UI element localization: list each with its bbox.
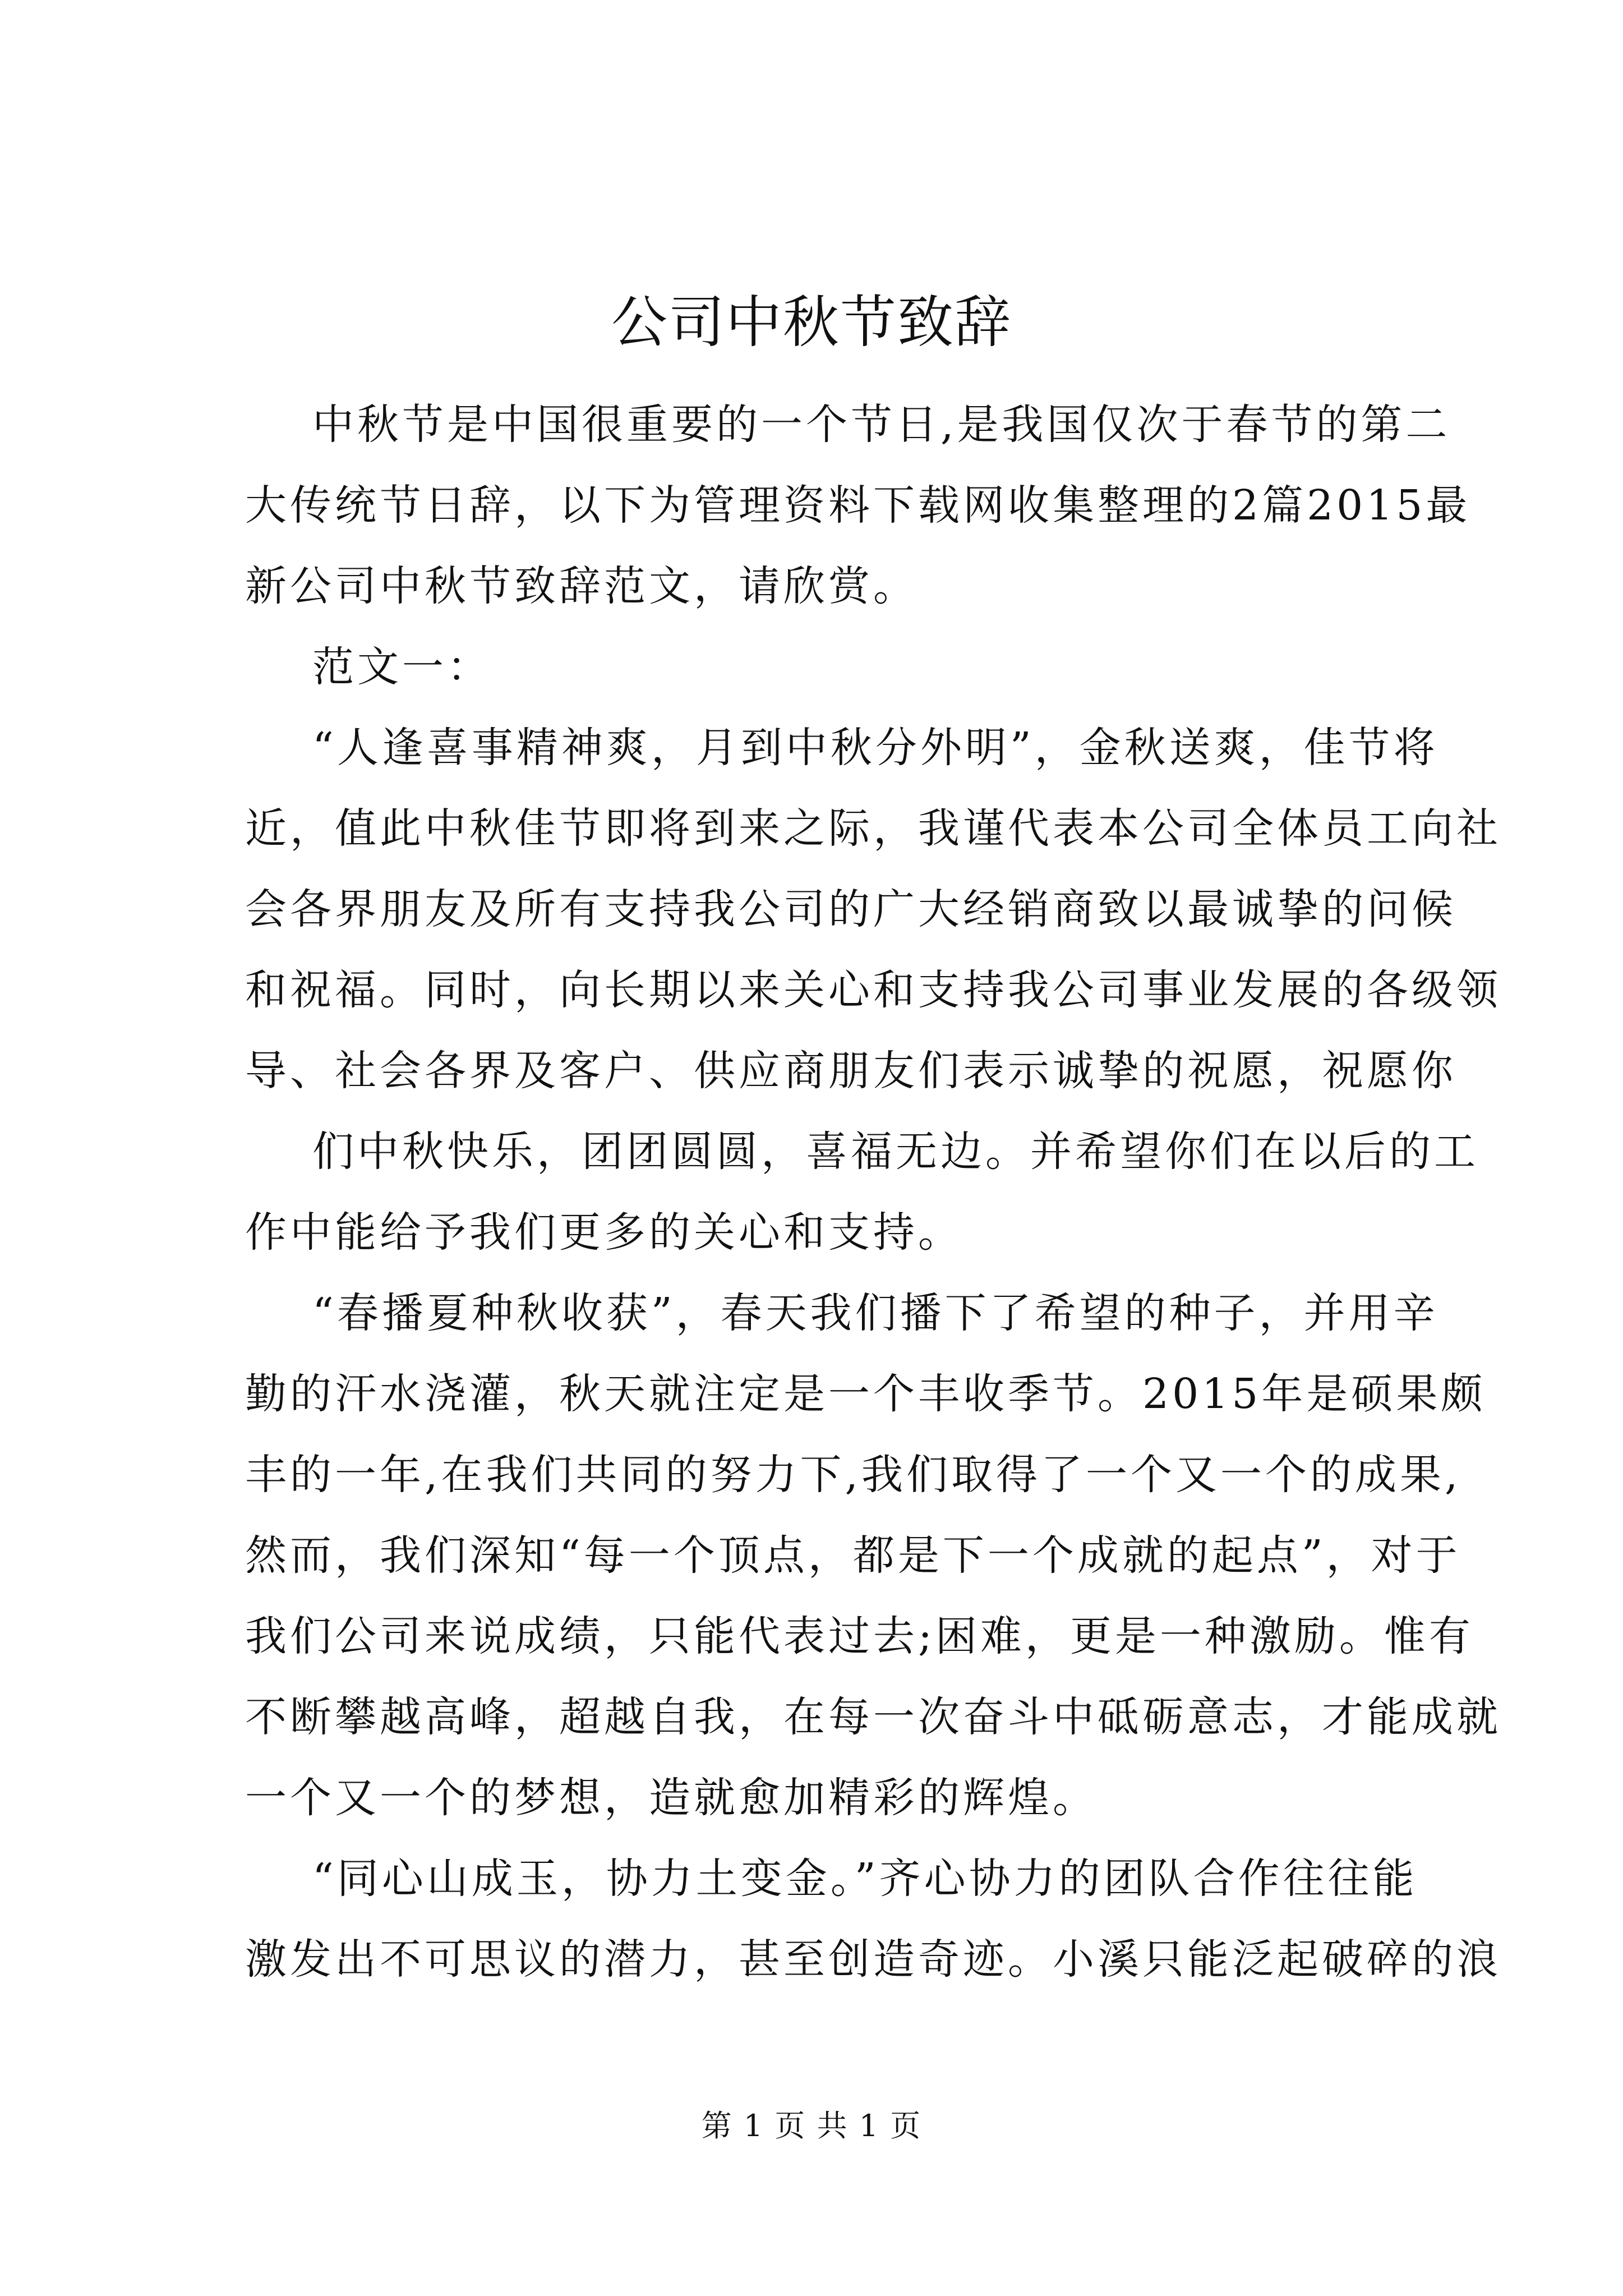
page-footer: 第 1 页 共 1 页 (701, 2108, 922, 2143)
body-line: “春播夏种秋收获”，春天我们播下了希望的种子，并用辛 (312, 1289, 1438, 1337)
body-line: 们中秋快乐，团团圆圆，喜福无边。并希望你们在以后的工 (312, 1128, 1479, 1176)
body-line: “同心山成玉，协力土变金。”齐心协力的团队合作往往能 (312, 1855, 1418, 1903)
document-title: 公司中秋节致辞 (611, 289, 1012, 355)
body-line: 和祝福。同时，向长期以来关心和支持我公司事业发展的各级领 (245, 966, 1501, 1014)
body-line: 导、社会各界及客户、供应商朋友们表示诚挚的祝愿，祝愿你 (245, 1047, 1456, 1095)
body-line: 会各界朋友及所有支持我公司的广大经销商致以最诚挚的问候 (245, 885, 1456, 933)
body-line: 中秋节是中国很重要的一个节日,是我国仅次于春节的第二 (312, 401, 1451, 449)
body-line: 丰的一年,在我们共同的努力下,我们取得了一个又一个的成果, (245, 1451, 1461, 1499)
body-line: 范文一： (312, 643, 492, 691)
document-body (245, 384, 1501, 2000)
body-line: 我们公司来说成绩，只能代表过去;困难，更是一种激励。惟有 (245, 1612, 1474, 1660)
body-line: 激发出不可思议的潜力，甚至创造奇迹。小溪只能泛起破碎的浪 (245, 1935, 1501, 1984)
body-line: 一个又一个的梦想，造就愈加精彩的辉煌。 (245, 1774, 1098, 1822)
body-line: 作中能给予我们更多的关心和支持。 (245, 1208, 963, 1257)
body-line: 新公司中秋节致辞范文，请欣赏。 (245, 562, 918, 610)
body-line: “人逢喜事精神爽，月到中秋分外明”，金秋送爽，佳节将 (312, 724, 1438, 772)
body-line: 大传统节日辞，以下为管理资料下载网收集整理的2篇2015最 (245, 481, 1471, 530)
body-line: 不断攀越高峰，超越自我，在每一次奋斗中砥砺意志，才能成就 (245, 1693, 1501, 1741)
body-line: 勤的汗水浇灌，秋天就注定是一个丰收季节。2015年是硕果颇 (245, 1370, 1486, 1418)
body-line: 然而，我们深知“每一个顶点，都是下一个成就的起点”，对于 (245, 1531, 1461, 1580)
body-line: 近，值此中秋佳节即将到来之际，我谨代表本公司全体员工向社 (245, 804, 1501, 853)
